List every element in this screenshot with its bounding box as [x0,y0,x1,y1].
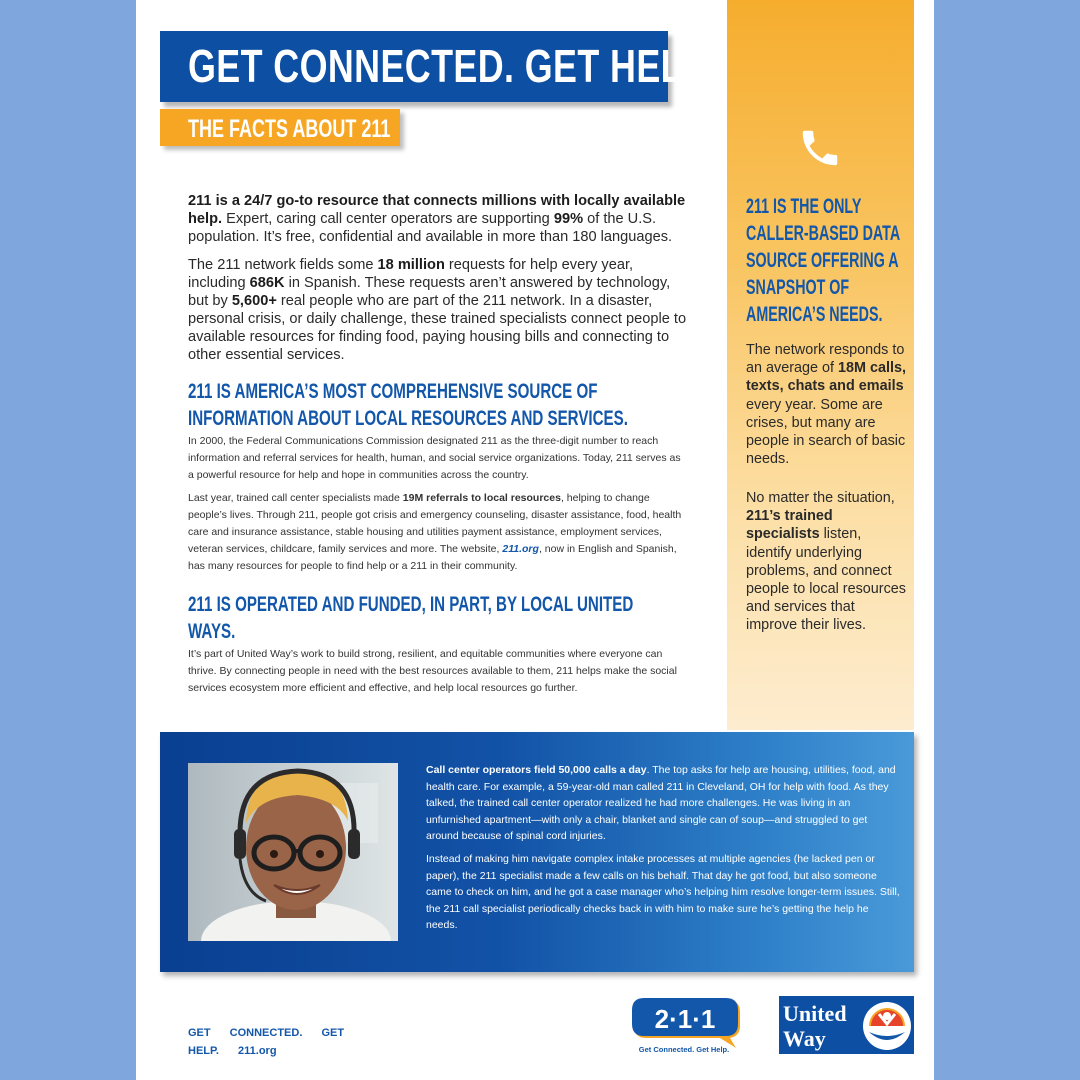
sidebar-callout [727,0,914,730]
sidebar-heading: 211 IS THE ONLY CALLER-BASED DATA SOURCE OFFERING A SNAPSHOT OF AMERICA’S NEEDS. [746,195,900,326]
intro-paragraph-1: 211 is a 24/7 go-to resource that connects millions with locally available help. Expert, caring call center operators are supporting 99% of the U.S. population. It’s free, confidential and available in more than 180 languages. [188,193,686,245]
subtitle-banner [160,109,400,146]
section-heading-united-ways: 211 IS OPERATED AND FUNDED, IN PART, BY LOCAL UNITED WAYS. [188,593,634,643]
phone-icon [797,125,843,171]
logo-211-numbers: 2·1·1 [654,1004,716,1034]
logo-uw-line1: United [783,1001,847,1026]
page-title: GET CONNECTED. GET HELP. [188,40,714,92]
section1-paragraph-1: In 2000, the Federal Communications Commission designated 211 as the three-digit number to reach information and referral services for health, human, and social service organizations. Today, 211 serves as a powerful resource for help and hope in communities across the country. [188,435,681,481]
sidebar-paragraph-1: The network responds to an average of 18M calls, texts, chats and emails every year. Some are crises, but many are people in search of basic needs. [746,342,907,468]
fact-sheet-page [136,0,934,1080]
story-band [160,732,914,972]
story-paragraph-2: Instead of making him navigate complex intake processes at multiple agencies (he lacked pen or paper), the 211 specialist made a few calls on his behalf. That day he got food, but also someone came to check on him, and he got a case manager who’s helping him resolve longer-term issues. Still, the 211 call specialist periodically checks back in with him to make sure he’s getting the help he needs. [426,852,900,932]
logo-211 [632,996,742,1054]
website-link[interactable]: 211.org [502,543,539,555]
title-banner [160,31,714,102]
logo-united-way [779,996,914,1054]
call-operator-photo [188,763,398,941]
section1-paragraph-2: Last year, trained call center specialists made 19M referrals to local resources, helping to change people’s lives. Through 211, people got crisis and emergency counseling, disaster assistance, food, health care and insurance assistance, stable housing and utilities payment assistance, employment services, veteran services, childcare, family services and more. The website, 211.org, now in English and Spanish, has many resources for people to find help or a 211 in their community. [188,492,682,572]
section-heading-comprehensive-source: 211 IS AMERICA’S MOST COMPREHENSIVE SOURCE OF INFORMATION ABOUT LOCAL RESOURCES AND SERVICES. [188,380,628,430]
story-paragraph-1: Call center operators field 50,000 calls a day. The top asks for help are housing, utilities, food, and health care. For example, a 59-year-old man called 211 in Cleveland, OH for help with food. As they talked, the trained call center operator realized he had more challenges. He was living in an unfurnished apartment—with only a chair, blanket and single can of soup—and struggled to get around because of spinal cord injuries. [426,764,896,843]
sidebar-paragraph-2: No matter the situation, 211’s trained specialists listen, identify underlying problems, and connect people to local resources and services that improve their lives. [746,490,906,634]
logo-211-tagline: Get Connected. Get Help. [638,1045,730,1054]
story-text [426,762,902,940]
main-content [188,192,688,703]
logo-uw-line2: Way [783,1026,826,1051]
intro-paragraph-2: The 211 network fields some 18 million requests for help every year, including 686K in Spanish. These requests aren’t answered by technology, but by 5,600+ real people who are part of the 211 network. In a disaster, personal crisis, or daily challenge, these trained specialists connect people to available resources for finding food, paying housing bills and connecting to other essential services. [188,257,687,363]
footer-tagline: GET CONNECTED. GET HELP. 211.org [188,1027,345,1057]
page-subtitle: THE FACTS ABOUT 211 [188,115,391,143]
section2-paragraph-1: It’s part of United Way’s work to build strong, resilient, and equitable communities where everyone can thrive. By connecting people in need with the best resources available to them, 211 helps make the social services ecosystem more efficient and effective, and help local resources go further. [188,648,677,694]
